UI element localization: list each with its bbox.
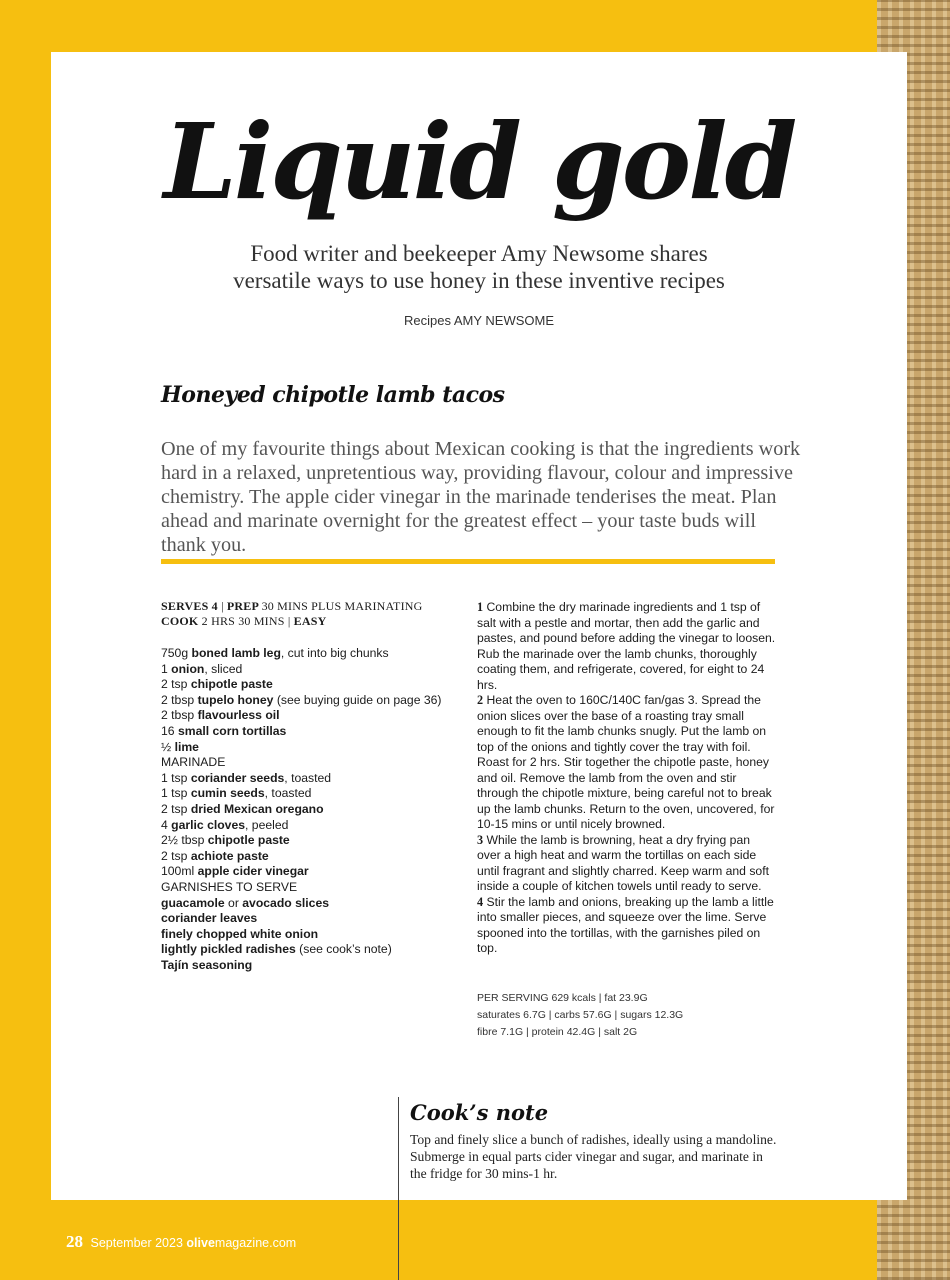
subtitle-line-1: Food writer and beekeeper Amy Newsome shares <box>250 241 708 266</box>
method-step: 3 While the lamb is browning, heat a dry frying pan over a high heat and warm the tortillas on each side until fragrant and slightly charred. Keep warm and soft inside a couple of kitchen towels until ready to serve. <box>477 832 769 893</box>
nutrition-line: PER SERVING 629 kcals | fat 23.9G <box>477 992 648 1004</box>
serves: SERVES 4 <box>161 599 218 613</box>
ingredient-item: 2 tsp dried Mexican oregano <box>161 801 324 816</box>
ingredient-item: 1 tsp cumin seeds, toasted <box>161 786 312 801</box>
subtitle-line-2: versatile ways to use honey in these inventive recipes <box>233 268 725 293</box>
ingredients-list <box>161 646 481 973</box>
ingredient-subheading: MARINADE <box>161 755 226 770</box>
ingredient-item: 2 tsp achiote paste <box>161 848 269 863</box>
site-url: magazine.com <box>214 1236 297 1250</box>
ingredient-item: 100ml apple cider vinegar <box>161 864 309 879</box>
recipe-credit: Recipes AMY NEWSOME <box>403 313 555 328</box>
ingredient-item: 2 tbsp flavourless oil <box>161 708 280 723</box>
ingredient-item: 1 onion, sliced <box>161 661 243 676</box>
method-step: 1 Combine the dry marinade ingredients and 1 tsp of salt with a pestle and mortar, then add the garlic and pastes, and pound before adding the vinegar to loosen. Rub the marinade over the lamb chunks, thoroughly coating them, and refrigerate, covered, for eight to 24 hrs. <box>477 600 776 692</box>
article-page <box>51 52 907 1200</box>
ingredient-item: lightly pickled radishes (see cook’s note) <box>161 942 392 957</box>
meta-separator: | <box>217 599 227 613</box>
recipe-intro: One of my favourite things about Mexican cooking is that the ingredients work hard in a relaxed, unpretentious way, providing flavour, colour and impressive chemistry. The apple cider vinegar in the marinade tenderises the meat. Plan ahead and marinate overnight for the greatest effect – your taste buds will thank you. <box>161 438 801 556</box>
cook-time: 2 HRS 30 MINS <box>201 614 285 628</box>
ingredient-item: finely chopped white onion <box>161 926 319 941</box>
cooks-note-text: Top and finely slice a bunch of radishes, ideally using a mandoline. Submerge in equal parts cider vinegar and sugar, and marinate in the fridge for 30 mins-1 hr. <box>410 1132 777 1181</box>
nutrition-info <box>477 990 777 1041</box>
ingredient-item: ½ lime <box>161 739 199 754</box>
recipe-title: Honeyed chipotle lamb tacos <box>161 382 505 408</box>
ingredient-item: guacamole or avocado slices <box>161 895 329 910</box>
ingredient-item: 2 tsp chipotle paste <box>161 677 273 692</box>
prep-label: PREP <box>226 599 259 613</box>
page-footer <box>66 1232 296 1252</box>
ingredient-item: 16 small corn tortillas <box>161 723 287 738</box>
brand-name: olive <box>186 1236 215 1250</box>
ingredient-item: 1 tsp coriander seeds, toasted <box>161 770 332 785</box>
method-step: 2 Heat the oven to 160C/140C fan/gas 3. Spread the onion slices over the base of a roasting tray small enough to fit the lamb chunks snugly. Put the lamb on top of the onions and tightly cover the tray with foil. Roast for 2 hrs. Stir together the chipotle paste, honey and oil. Remove the lamb from the oven and stir through the chipotle mixture, being careful not to break up the lamb chunks. Return to the oven, uncovered, for 10-15 mins or until nicely browned. <box>477 693 775 831</box>
difficulty: EASY <box>293 614 327 628</box>
recipe-meta <box>161 599 461 629</box>
nutrition-line: saturates 6.7G | carbs 57.6G | sugars 12.3G <box>477 1009 684 1021</box>
issue-date: September 2023 <box>90 1236 183 1250</box>
ingredient-item: 4 garlic cloves, peeled <box>161 817 289 832</box>
cook-label: COOK <box>161 614 199 628</box>
page-number: 28 <box>66 1232 83 1251</box>
ingredient-item: 750g boned lamb leg, cut into big chunks <box>161 646 389 660</box>
ingredient-item: Tajín seasoning <box>161 957 253 972</box>
nutrition-line: fibre 7.1G | protein 42.4G | salt 2G <box>477 1026 638 1038</box>
ingredient-item: coriander leaves <box>161 911 258 926</box>
divider <box>161 559 775 564</box>
method-step: 4 Stir the lamb and onions, breaking up the lamb a little into smaller pieces, and squeeze over the lime. Serve spooned into the tortillas, with the garnishes piled on top. <box>477 894 774 955</box>
ingredient-item: 2 tbsp tupelo honey (see buying guide on page 36) <box>161 692 442 707</box>
cooks-note-rule <box>398 1097 399 1280</box>
article-title: Liquid gold <box>163 100 795 223</box>
ingredient-item: 2½ tbsp chipotle paste <box>161 833 290 848</box>
prep-time: 30 MINS PLUS MARINATING <box>261 599 423 613</box>
method-steps <box>477 600 777 957</box>
article-subtitle <box>51 240 907 294</box>
cooks-note-title: Cook’s note <box>410 1100 549 1125</box>
meta-separator: | <box>284 614 294 628</box>
ingredient-subheading: GARNISHES TO SERVE <box>161 879 298 894</box>
